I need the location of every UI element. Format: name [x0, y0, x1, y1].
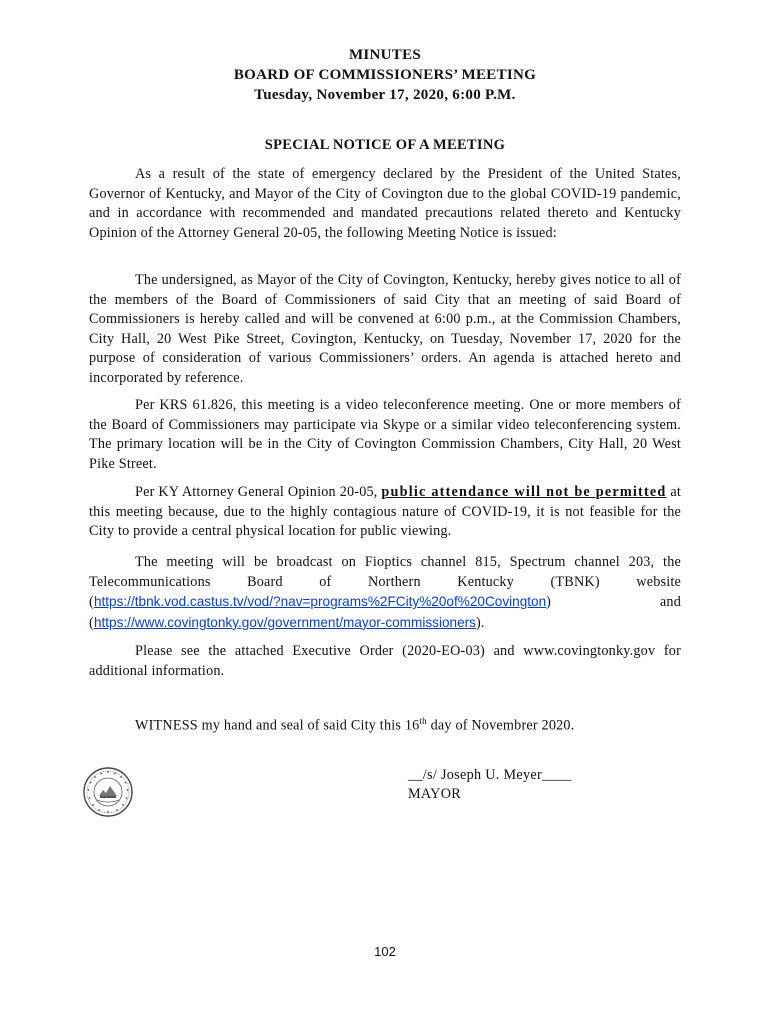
- tbnk-link[interactable]: https://tbnk.vod.castus.tv/vod/?nav=programs%2FCity%20of%20Covington: [93, 594, 547, 610]
- paragraph-teleconference: Per KRS 61.826, this meeting is a video teleconference meeting. One or more members of the Board of Commissioners may participate via Skype or a similar video teleconferencing system. The primary location will be in the City of Covington Commission Chambers, City Hall, 20 West Pike Street.: [89, 397, 681, 472]
- broadcast-text-3: ).: [475, 614, 485, 631]
- paragraph-notice: The undersigned, as Mayor of the City of Covington, Kentucky, hereby gives notice to all of the members of the Board of Commissioners of said City that an meeting of said Board of Commissioners is hereby called and will be convened at 6:00 p.m., at the Commission Chambers, City Hall, 20 West Pike Street, Covington, Kentucky, on Tuesday, November 17, 2020 for the purpose of consideration of various Commissioners’ orders. An agenda is attached hereto and incorporated by reference.: [89, 272, 681, 386]
- meeting-date-heading: Tuesday, November 17, 2020, 6:00 P.M.: [254, 87, 516, 103]
- paragraph-attendance: [89, 483, 681, 542]
- attendance-text-2: at this meeting because, due to the highly contagious nature of COVID-19, it is not feasible for the City to provide a central physical location for public viewing.: [89, 484, 682, 540]
- witness-text-2: day of Novembrer 2020.: [426, 717, 575, 734]
- broadcast-text-2: ) and (: [89, 594, 681, 631]
- notice-title: SPECIAL NOTICE OF A MEETING: [264, 137, 506, 153]
- minutes-heading: MINUTES: [348, 47, 422, 63]
- paragraph-executive-order: Please see the attached Executive Order (2020-EO-03) and www.covingtonky.gov for additional information.: [89, 643, 681, 679]
- city-seal-icon: [82, 766, 134, 818]
- attendance-emphasis: public attendance will not be permitted: [381, 484, 667, 500]
- attendance-text-1: Per KY Attorney General Opinion 20-05,: [135, 484, 382, 500]
- witness-ordinal: th: [419, 716, 427, 726]
- witness-text-1: WITNESS my hand and seal of said City this 16: [135, 717, 420, 734]
- covington-commissioners-link[interactable]: https://www.covingtonky.gov/government/mayor-commissioners: [93, 614, 476, 630]
- broadcast-text-1: The meeting will be broadcast on Fioptics channel 815, Spectrum channel 203, the Telecommunications Board of Northern Kentucky (TBNK) website (: [89, 554, 681, 611]
- signature-line: __/s/ Joseph U. Meyer____: [408, 767, 572, 783]
- paragraph-emergency: As a result of the state of emergency declared by the President of the United States, Governor of Kentucky, and Mayor of the City of Covington due to the global COVID-19 pandemic, and in accordance with recommended and mandated precautions related thereto and Kentucky Opinion of the Attorney General 20-05, the following Meeting Notice is issued:: [89, 166, 681, 241]
- board-heading: BOARD OF COMMISSIONERS’ MEETING: [233, 67, 537, 83]
- paragraph-broadcast: [89, 553, 681, 633]
- page-number: 102: [374, 944, 396, 959]
- signature-title: MAYOR: [408, 786, 462, 802]
- paragraph-witness: [89, 712, 681, 736]
